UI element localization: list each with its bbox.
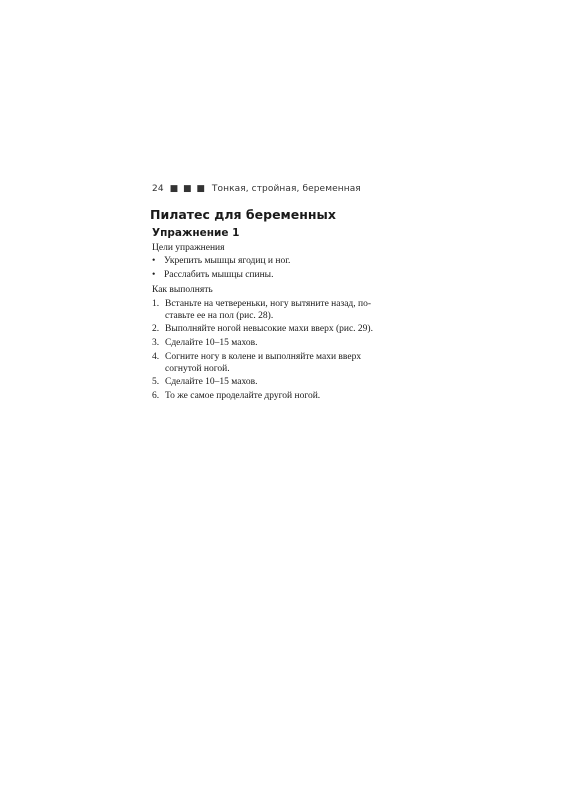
section-title: Пилатес для беременных (150, 207, 336, 222)
bullet-icon: • (152, 270, 156, 280)
step-item (152, 352, 361, 375)
header-dots: ■ ■ ■ (169, 184, 206, 194)
goal-text: Расслабить мышцы спины. (164, 270, 274, 280)
step-text: То же самое проделайте другой ногой. (165, 391, 321, 401)
step-item (152, 299, 371, 322)
step-text: Выполняйте ногой невысокие махи вверх (рис. 29). (165, 324, 373, 334)
step-text-continued: ставьте ее на пол (рис. 28). (165, 310, 274, 321)
step-text-continued: согнутой ногой. (165, 363, 230, 374)
exercise-title: Упражнение 1 (152, 227, 240, 239)
step-text: Сделайте 10–15 махов. (165, 338, 258, 348)
bullet-icon: • (152, 256, 156, 266)
running-head (152, 184, 361, 194)
page-number: 24 (152, 184, 164, 194)
step-item (152, 391, 320, 403)
step-text: Встаньте на четвереньки, ногу вытяните назад, по- (165, 299, 372, 309)
step-item (152, 377, 257, 389)
step-item (152, 338, 257, 350)
step-text: Сделайте 10–15 махов. (165, 377, 258, 387)
step-number: 5. (152, 377, 160, 387)
step-number: 3. (152, 338, 160, 348)
goal-item (152, 256, 290, 266)
goal-item (152, 270, 273, 280)
goals-label: Цели упражнения (152, 243, 225, 253)
step-number: 2. (152, 324, 160, 334)
running-title: Тонкая, стройная, беременная (211, 184, 361, 194)
step-number: 6. (152, 391, 160, 401)
step-number: 4. (152, 352, 160, 362)
how-label: Как выполнять (152, 285, 213, 295)
step-text: Согните ногу в колене и выполняйте махи вверх (165, 352, 362, 362)
step-number: 1. (152, 299, 160, 309)
step-item (152, 324, 373, 336)
goal-text: Укрепить мышцы ягодиц и ног. (164, 256, 291, 266)
